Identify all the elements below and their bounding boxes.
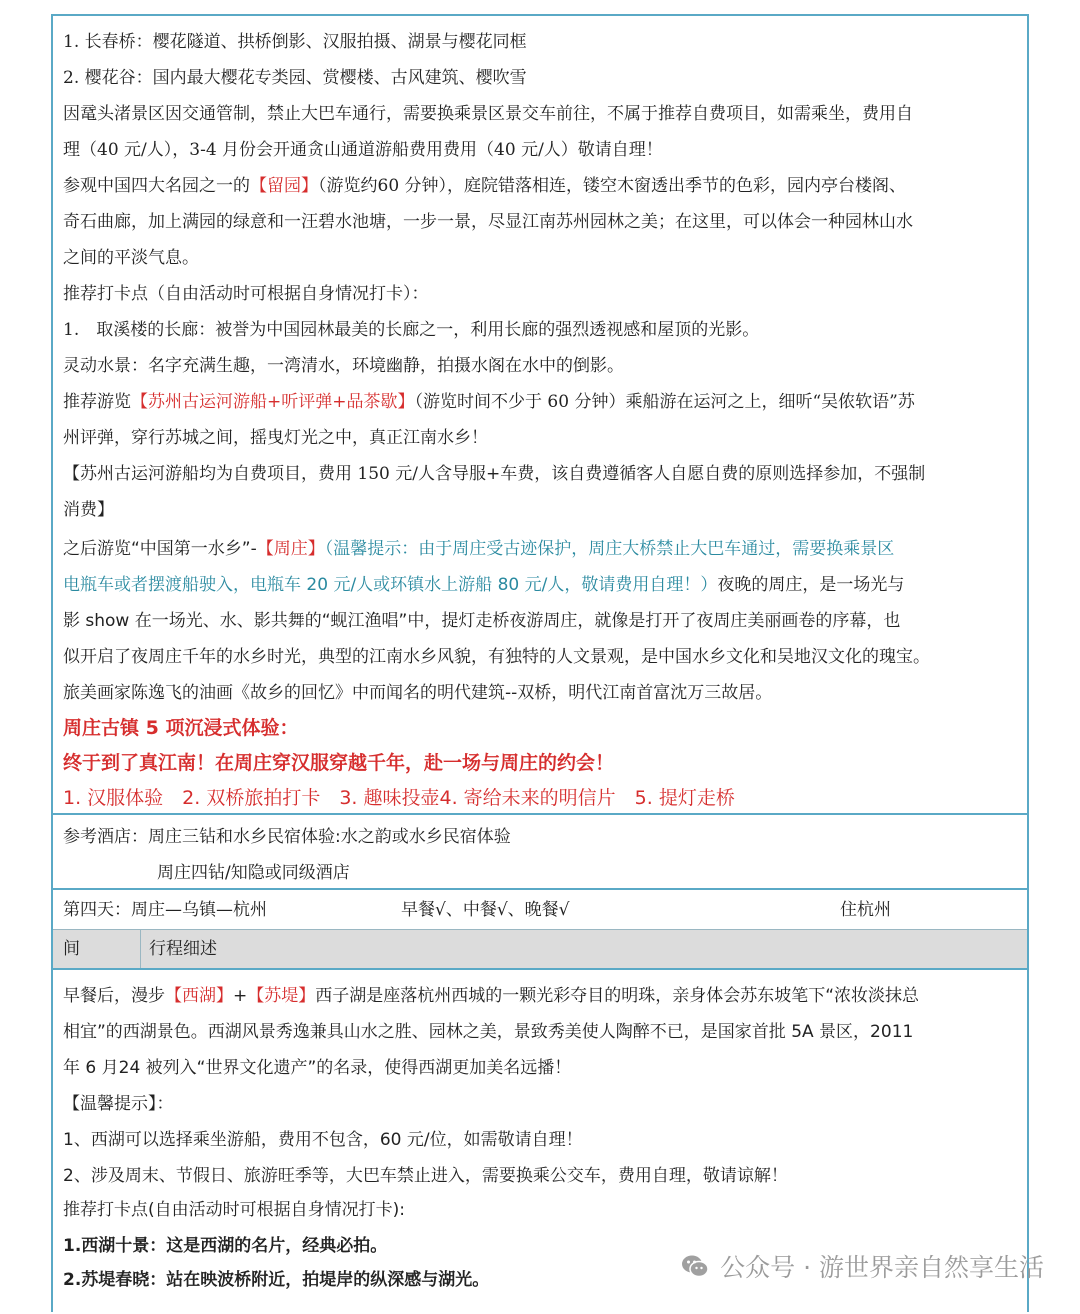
header-column-divider	[140, 930, 141, 968]
text-segment: 州评弹，穿行苏城之间，摇曳灯光之中，真正江南水乡！	[63, 428, 488, 448]
header-col-details: 行程细述	[149, 939, 217, 959]
text-line	[63, 348, 1019, 384]
text-segment: 【周庄】	[256, 539, 325, 559]
day4-title: 第四天：周庄—乌镇—杭州	[63, 900, 267, 920]
text-segment: 【苏堤】	[247, 986, 316, 1006]
day4-meals: 早餐√、中餐√、晚餐√	[401, 900, 570, 920]
text-line	[63, 675, 1019, 711]
text-segment: 相宜”的西湖景色。西湖风景秀逸兼具山水之胜、园林之美，景致秀美使人陶醉不已，是国家首批 5A 景区，2011	[63, 1022, 914, 1042]
table-header	[53, 930, 1027, 968]
header-col-time: 间	[63, 939, 80, 959]
text-line	[63, 1122, 1019, 1158]
text-line	[63, 978, 1019, 1014]
text-segment: 早餐后，漫步	[63, 986, 165, 1006]
text-segment: 【苏州古运河游船+听评弹+品茶歇】	[131, 392, 415, 412]
text-line	[63, 1192, 1019, 1228]
text-line	[63, 24, 1019, 60]
text-segment: 1. 取溪楼的长廊：被誉为中国园林最美的长廊之一，利用长廊的强烈透视感和屋顶的光影。	[63, 320, 760, 340]
text-segment: 【温馨提示】：	[63, 1094, 174, 1114]
text-segment: 奇石曲廊，加上满园的绿意和一汪碧水池塘，一步一景，尽显江南苏州园林之美；在这里，可以体会一种园林山水	[63, 212, 913, 232]
text-segment: 影 show 在一场光、水、影共舞的“蚬江渔唱”中，提灯走桥夜游周庄，就像是打开了夜周庄美丽画卷的序幕，也	[63, 611, 901, 631]
hotel-option-1: 周庄三钻和水乡民宿体验:水之韵或水乡民宿体验	[148, 827, 511, 847]
text-line	[63, 60, 1019, 96]
text-line	[63, 204, 1019, 240]
text-line	[63, 1014, 1019, 1050]
text-line	[63, 567, 1019, 603]
text-line	[63, 745, 1019, 781]
text-line	[63, 1050, 1019, 1086]
text-line	[63, 1086, 1019, 1122]
text-segment: 灵动水景：名字充满生趣，一湾清水，环境幽静，拍摄水阁在水中的倒影。	[63, 356, 624, 376]
itinerary-frame	[51, 14, 1029, 1312]
hotel-option-2: 周庄四钻/知隐或同级酒店	[157, 863, 350, 883]
text-line	[63, 240, 1019, 276]
text-segment: 2.苏堤春晓：站在映波桥附近，拍堤岸的纵深感与湖光。	[63, 1270, 490, 1290]
text-segment: 年 6 月24 被列入“世界文化遗产”的名录，使得西湖更加美名远播！	[63, 1058, 572, 1078]
hotel-block	[53, 815, 1027, 887]
text-line	[63, 312, 1019, 348]
text-line	[63, 96, 1019, 132]
text-segment: 参观中国四大名园之一的	[63, 176, 250, 196]
text-line	[63, 132, 1019, 168]
text-segment: 旅美画家陈逸飞的油画《故乡的回忆》中而闻名的明代建筑--双桥，明代江南首富沈万三故居。	[63, 683, 773, 703]
text-segment: 推荐打卡点(自由活动时可根据自身情况打卡):	[63, 1200, 405, 1220]
text-segment: 夜晚的周庄，是一场光与	[717, 575, 905, 595]
text-segment: 2、涉及周末、节假日、旅游旺季等，大巴车禁止进入，需要换乘公交车，费用自理，敬请谅解！	[63, 1166, 788, 1186]
text-segment: 2. 樱花谷：国内最大樱花专类园、赏樱楼、古风建筑、樱吹雪	[63, 68, 527, 88]
day4-row	[53, 890, 1027, 930]
text-segment: （游览时间不少于 60 分钟）乘船游在运河之上，细听“吴侬软语”苏	[414, 392, 915, 412]
text-segment: （温馨提示：由于周庄受古迹保护，周庄大桥禁止大巴车通过，需要换乘景区	[324, 539, 895, 559]
text-segment: 理（40 元/人），3-4 月份会开通贪山通道游船费用费用（40 元/人）敬请自理！	[63, 140, 663, 160]
text-line	[63, 780, 1019, 816]
text-segment: 之后游览“中国第一水乡”-	[63, 539, 257, 559]
text-line	[63, 531, 1019, 567]
text-line	[63, 639, 1019, 675]
text-segment: 【留园】	[250, 176, 318, 196]
text-segment: 西子湖是座落杭州西城的一颗光彩夺目的明珠，亲身体会苏东坡笔下“浓妆淡抹总	[315, 986, 920, 1006]
text-line	[63, 456, 1019, 492]
text-line	[63, 168, 1019, 204]
text-segment: 电瓶车或者摆渡船驶入，电瓶车 20 元/人或环镇水上游船 80 元/人，敬请费用自理！）	[63, 575, 718, 595]
text-segment: +	[233, 986, 248, 1006]
text-segment: 1. 长春桥：樱花隧道、拱桥倒影、汉服拍摄、湖景与樱花同框	[63, 32, 527, 52]
day3-details	[53, 16, 1027, 813]
text-line	[63, 710, 1019, 746]
hotel-line-2	[157, 855, 1019, 891]
text-segment: 1.西湖十景：这是西湖的名片，经典必拍。	[63, 1236, 388, 1256]
text-segment: 【苏州古运河游船均为自费项目，费用 150 元/人含导服+车费，该自费遵循客人自愿自费的原则选择参加，不强制	[63, 464, 926, 484]
text-segment: 因鼋头渚景区因交通管制，禁止大巴车通行，需要换乘景区景交车前往，不属于推荐自费项目，如需乘坐，费用自	[63, 104, 913, 124]
hotel-label: 参考酒店：	[63, 827, 148, 847]
text-segment: 消费】	[63, 500, 114, 520]
text-line	[63, 492, 1019, 528]
text-segment: 终于到了真江南！在周庄穿汉服穿越千年，赴一场与周庄的约会！	[63, 752, 615, 774]
text-segment: 周庄古镇 5 项沉浸式体验：	[63, 717, 299, 739]
text-segment: 【西湖】	[165, 986, 233, 1006]
text-segment: 推荐游览	[63, 392, 131, 412]
watermark-text: 公众号 · 游世界亲自然享生活	[720, 1253, 1044, 1282]
wechat-icon	[680, 1251, 710, 1281]
text-line	[63, 1158, 1019, 1194]
text-segment: 推荐打卡点（自由活动时可根据自身情况打卡）：	[63, 284, 429, 304]
text-segment: 似开启了夜周庄千年的水乡时光，典型的江南水乡风貌，有独特的人文景观，是中国水乡文化和吴地汉文化的瑰宝。	[63, 647, 930, 667]
text-segment: 之间的平淡气息。	[63, 248, 199, 268]
text-line	[63, 384, 1019, 420]
text-line	[63, 420, 1019, 456]
watermark	[680, 1248, 1044, 1284]
hotel-line-1	[63, 819, 1019, 855]
text-segment: 1. 汉服体验 2. 双桥旅拍打卡 3. 趣味投壶4. 寄给未来的明信片 5. 提灯走桥	[63, 787, 735, 809]
text-segment: （游览约60 分钟），庭院错落相连，镂空木窗透出季节的色彩，园内亭台楼阁、	[318, 176, 907, 196]
text-line	[63, 603, 1019, 639]
text-line	[63, 276, 1019, 312]
text-segment: 1、西湖可以选择乘坐游船，费用不包含，60 元/位，如需敬请自理！	[63, 1130, 583, 1150]
day4-stay: 住杭州	[840, 900, 891, 920]
